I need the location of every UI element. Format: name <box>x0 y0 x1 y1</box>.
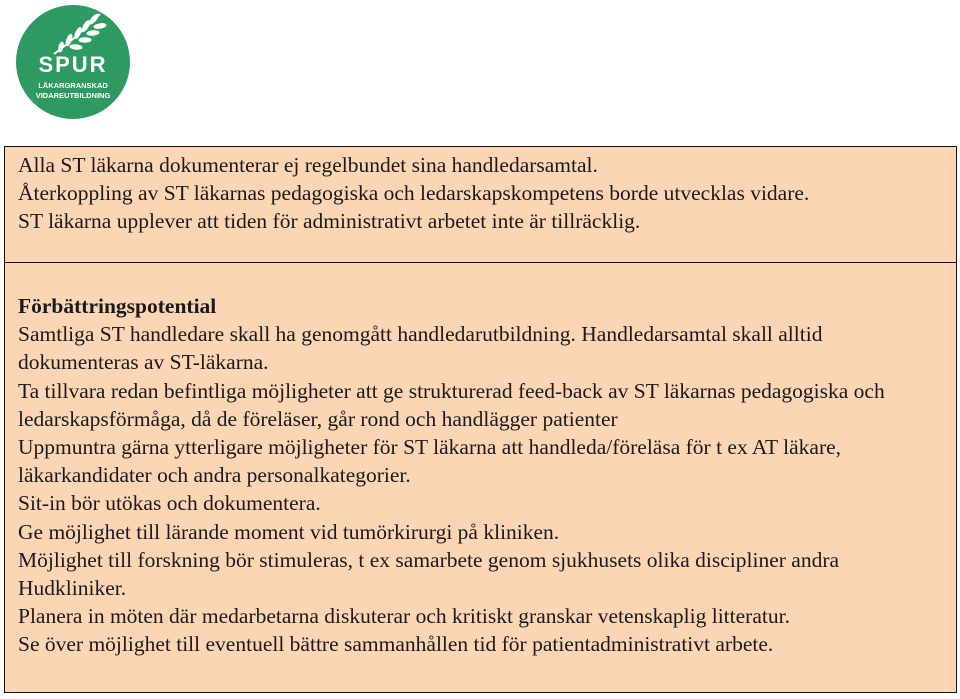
improvement-heading: Förbättringspotential <box>18 294 217 318</box>
improvement-item: Se över möjlighet till eventuell bättre sammanhållen tid för patientadministrativt arbete. <box>18 632 774 657</box>
finding-item: Återkoppling av ST läkarnas pedagogiska och ledarskapskompetens borde utvecklas vidare. <box>18 181 810 206</box>
spur-logo <box>14 4 132 120</box>
improvement-panel <box>4 262 957 693</box>
improvement-item: Ge möjlighet till lärande moment vid tumörkirurgi på kliniken. <box>18 519 560 544</box>
logo-name: SPUR <box>38 52 108 77</box>
logo-subtitle-line1: LÄKARGRANSKAD <box>38 81 108 90</box>
improvement-item: Planera in möten där medarbetarna diskuterar och kritiskt granskar vetenskaplig litteratur. <box>18 604 790 629</box>
improvement-item: Samtliga ST handledare skall ha genomgått handledarutbildning. Handledarsamtal skall alltid dokumenteras av ST-läkarna. <box>18 322 823 375</box>
logo-subtitle-line2: VIDAREUTBILDNING <box>35 91 111 100</box>
findings-panel <box>4 146 957 263</box>
improvement-item: Ta tillvara redan befintliga möjligheter att ge strukturerad feed-back av ST läkarnas pedagogiska och ledarskapsförmåga, då de föreläser, går rond och handlägger patienter <box>18 378 885 431</box>
finding-item: ST läkarna upplever att tiden för administrativt arbetet inte är tillräcklig. <box>18 209 641 234</box>
improvement-item: Sit-in bör utökas och dokumentera. <box>18 491 321 516</box>
improvement-item: Möjlighet till forskning bör stimuleras, t ex samarbete genom sjukhusets olika discipliner andra Hudkliniker. <box>18 547 840 601</box>
finding-item: Alla ST läkarna dokumenterar ej regelbundet sina handledarsamtal. <box>18 153 598 177</box>
improvement-item: Uppmuntra gärna ytterligare möjligheter för ST läkarna att handleda/föreläsa för t ex AT läkare, läkarkandidater och andra personalkategorier. <box>18 435 842 488</box>
